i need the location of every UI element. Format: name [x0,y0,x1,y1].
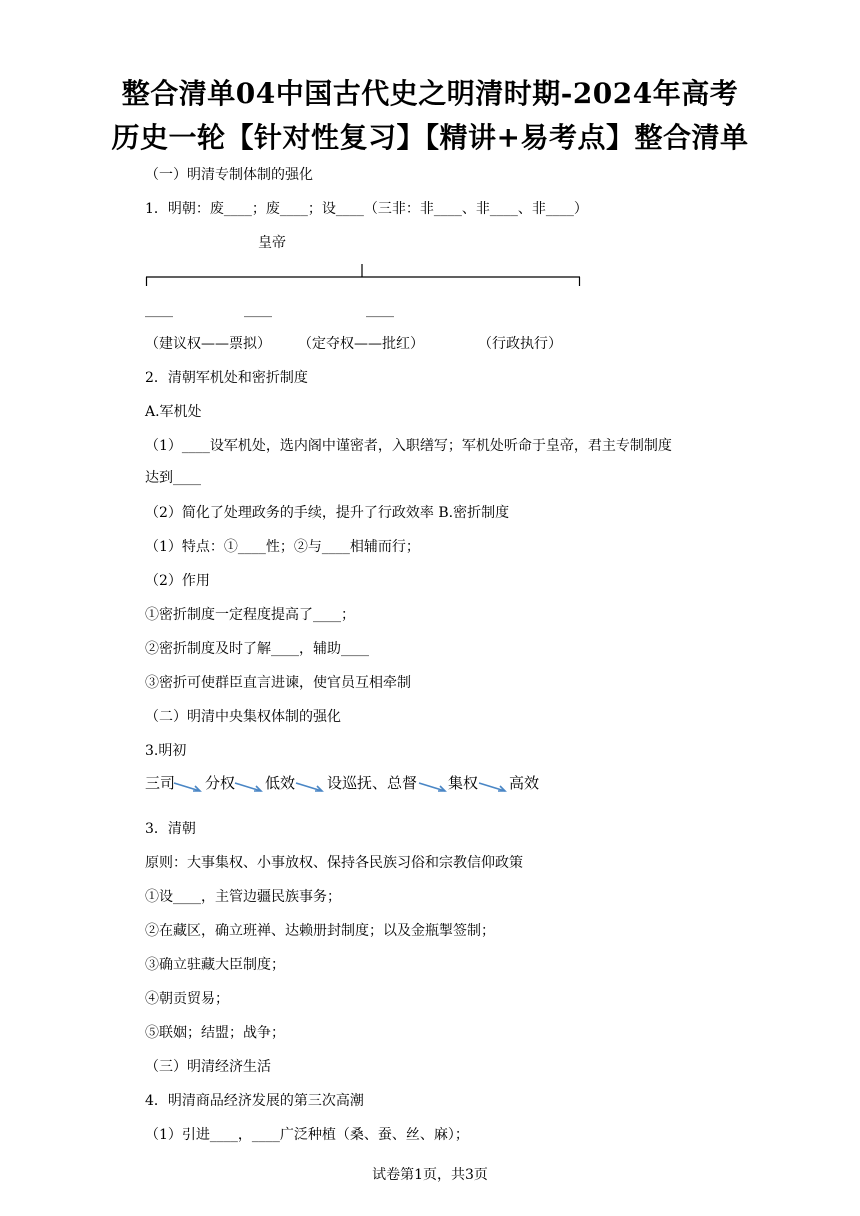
doc-title-line1: 整合清单04中国古代史之明清时期-2024年高考 [121,77,739,110]
item-2a: A.军机处 [145,404,202,420]
item-3b-4: ④朝贡贸易； [145,991,229,1007]
page-footer: 试卷第1页，共3页 [372,1167,488,1183]
section-heading-2: （二）明清中央集权体制的强化 [145,709,341,725]
item-3a: 3.明初 [145,743,187,759]
flow-arrow-1 [173,780,203,794]
item-2b2-2: ②密折制度及时了解____，辅助____ [145,641,369,657]
item-3b-1: ①设____，主管边疆民族事务； [145,889,341,905]
tree-root-label: 皇帝 [258,235,286,251]
item-3b-3: ③确立驻藏大臣制度； [145,957,285,973]
item-2a1-line1: （1）____设军机处，选内阁中谨密者，入职缮写；军机处听命于皇帝，君主专制制度 [145,438,672,454]
flow-step-2: 分权 [205,774,236,792]
flow-step-3: 低效 [265,774,296,792]
item-2b2: （2）作用 [145,573,210,589]
item-2a2: （2）简化了处理政务的手续，提升了行政效率 B.密折制度 [145,505,510,521]
tree-label-2: （定夺权——批红） [298,336,424,352]
item-3b-5: ⑤联姻；结盟；战争； [145,1025,285,1041]
section-heading-1: （一）明清专制体制的强化 [145,167,313,183]
item-3b: 3．清朝 [145,821,196,837]
tree-blank-3: ____ [366,302,394,318]
flow-arrow-3 [295,780,325,794]
tree-label-3: （行政执行） [478,336,562,352]
section-heading-3: （三）明清经济生活 [145,1059,271,1075]
tree-blank-1: ____ [145,302,173,318]
flow-arrow-5 [478,780,508,794]
flow-step-5: 集权 [448,774,479,792]
item-2b2-3: ③密折可使群臣直言进谏，使官员互相牵制 [145,675,411,691]
item-1: 1．明朝：废____；废____；设____（三非：非____、非____、非____） [145,201,588,217]
doc-title-line2: 历史一轮【针对性复习】【精讲+易考点】整合清单 [111,121,749,154]
item-2b1: （1）特点：①____性；②与____相辅而行； [145,539,420,555]
tree-label-1: （建议权——票拟） [145,336,271,352]
flow-arrow-4 [418,780,448,794]
item-2b2-1: ①密折制度一定程度提高了____； [145,607,355,623]
flow-step-1: 三司 [145,774,176,792]
flow-step-4: 设巡抚、总督 [327,774,418,792]
item-2a1-line2: 达到____ [145,470,201,486]
flow-step-6: 高效 [509,774,540,792]
item-3b-principle: 原则：大事集权、小事放权、保持各民族习俗和宗教信仰政策 [145,855,523,871]
item-4: 4．明清商品经济发展的第三次高潮 [145,1093,364,1109]
tree-blank-2: ____ [244,302,272,318]
tree-connector [0,0,860,300]
item-2: 2．清朝军机处和密折制度 [145,370,308,386]
flow-arrow-2 [234,780,264,794]
item-3b-2: ②在藏区，确立班禅、达赖册封制度；以及金瓶掣签制； [145,923,495,939]
item-4-1: （1）引进____，____广泛种植（桑、蚕、丝、麻）； [145,1127,469,1143]
